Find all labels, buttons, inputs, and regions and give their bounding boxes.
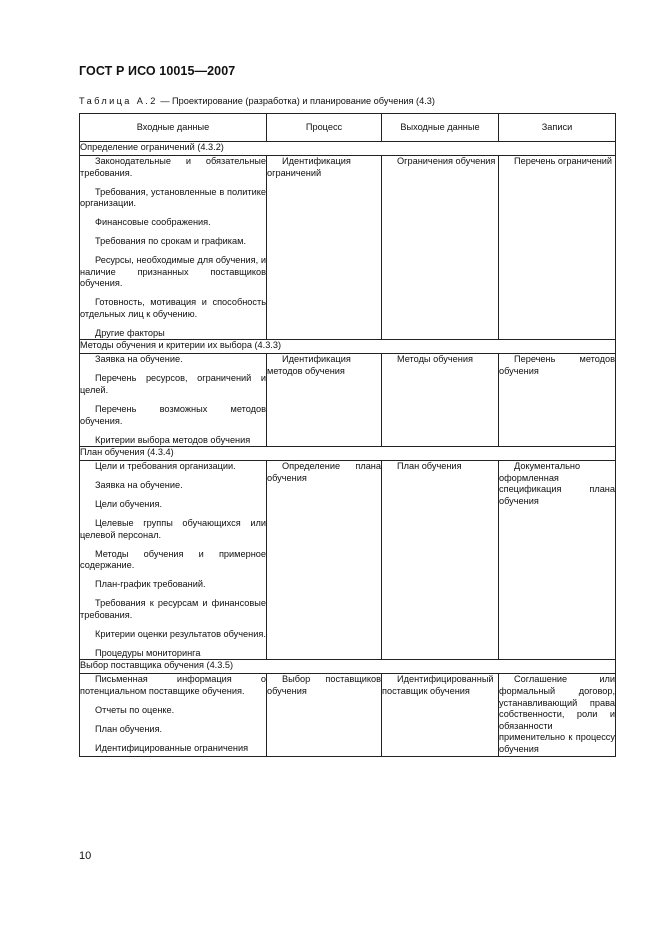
inputs-cell [80,156,267,340]
header-outputs: Выходные данные [382,114,499,142]
section-title: План обучения (4.3.4) [80,447,616,461]
input-item: Перечень ресурсов, ограничений и целей. [80,373,266,396]
input-item: Целевые группы обучающихся или целевой персонал. [80,518,266,540]
design-planning-table [79,113,616,757]
input-item: Ресурсы, необходимые для обучения, и наличие признанных поставщиков обучения. [80,255,266,289]
records-text: Перечень методов обучения [499,354,615,377]
table-row [80,156,616,340]
header-inputs: Входные данные [80,114,267,142]
input-item: Идентифицированные ограничения [95,743,249,753]
section-row [80,142,616,156]
input-item: План-график требований. [95,579,206,590]
section-title: Определение ограничений (4.3.2) [80,142,616,156]
process-cell [267,461,382,660]
output-text: Идентифицированный поставщик обучения [382,674,494,697]
section-row [80,447,616,461]
table-row [80,461,616,660]
section-title: Методы обучения и критерии их выбора (4.3.3) [80,340,616,354]
records-cell [499,461,616,660]
records-cell [499,674,616,756]
input-item: Методы обучения и примерное содержание. [80,548,266,571]
section-title: Выбор поставщика обучения (4.3.5) [80,660,616,674]
process-text: Идентификация ограничений [267,156,351,178]
process-cell [267,674,382,756]
section-row [80,340,616,354]
output-text: Ограничения обучения [397,156,496,166]
input-item: Цели и требования организации. [95,461,236,472]
header-records: Записи [499,114,616,142]
records-text: Документально оформленная спецификация плана обучения [499,461,615,506]
input-item: Процедуры мониторинга [95,647,201,658]
records-cell [499,354,616,447]
table-caption-text: — Проектирование (разработка) и планирование обучения (4.3) [157,96,435,106]
input-item: Требования к ресурсам и финансовые требования. [80,598,266,620]
process-text: Выбор поставщиков обучения [267,674,381,697]
input-item: Критерии оценки результатов обучения. [95,628,266,639]
table-row [80,354,616,447]
input-item: Перечень возможных методов обучения. [80,404,266,426]
records-text: Соглашение или формальный договор, устанавливающий права собственности, роли и обязанности применительно к процессу обучения [499,674,615,755]
process-cell [267,156,382,340]
input-item: Готовность, мотивация и способность отдельных лиц к обучению. [80,297,266,319]
table-caption-prefix: Таблица А.2 [79,96,158,106]
input-item: Цели обучения. [95,499,163,510]
page-number: 10 [79,850,92,862]
input-item: План обучения. [95,724,163,735]
input-item: Финансовые соображения. [95,217,211,228]
table-caption [79,96,435,106]
output-cell [382,156,499,340]
input-item: Заявка на обучение. [95,354,183,365]
inputs-cell [80,354,267,447]
output-cell [382,461,499,660]
table-row [80,674,616,756]
input-item: Требования по срокам и графикам. [95,236,247,247]
output-text: План обучения [397,461,462,472]
records-text: Перечень ограничений [514,156,613,166]
input-item: Другие факторы [95,327,165,338]
table-header-row [80,114,616,142]
output-cell [382,674,499,756]
input-item: Законодательные и обязательные требования. [80,156,266,178]
input-item: Требования, установленные в политике организации. [80,186,266,209]
output-text: Методы обучения [397,354,473,365]
process-text: Идентификация методов обучения [267,354,351,377]
process-cell [267,354,382,447]
output-cell [382,354,499,447]
header-process: Процесс [267,114,382,142]
inputs-cell [80,674,267,756]
input-item: Заявка на обучение. [95,480,183,491]
input-item: Письменная информация о потенциальном поставщике обучения. [80,674,266,697]
input-item: Критерии выбора методов обучения [95,434,251,445]
inputs-cell [80,461,267,660]
section-row [80,660,616,674]
process-text: Определение плана обучения [267,461,381,483]
document-title: ГОСТ Р ИСО 10015—2007 [79,64,236,78]
records-cell [499,156,616,340]
input-item: Отчеты по оценке. [95,705,175,716]
